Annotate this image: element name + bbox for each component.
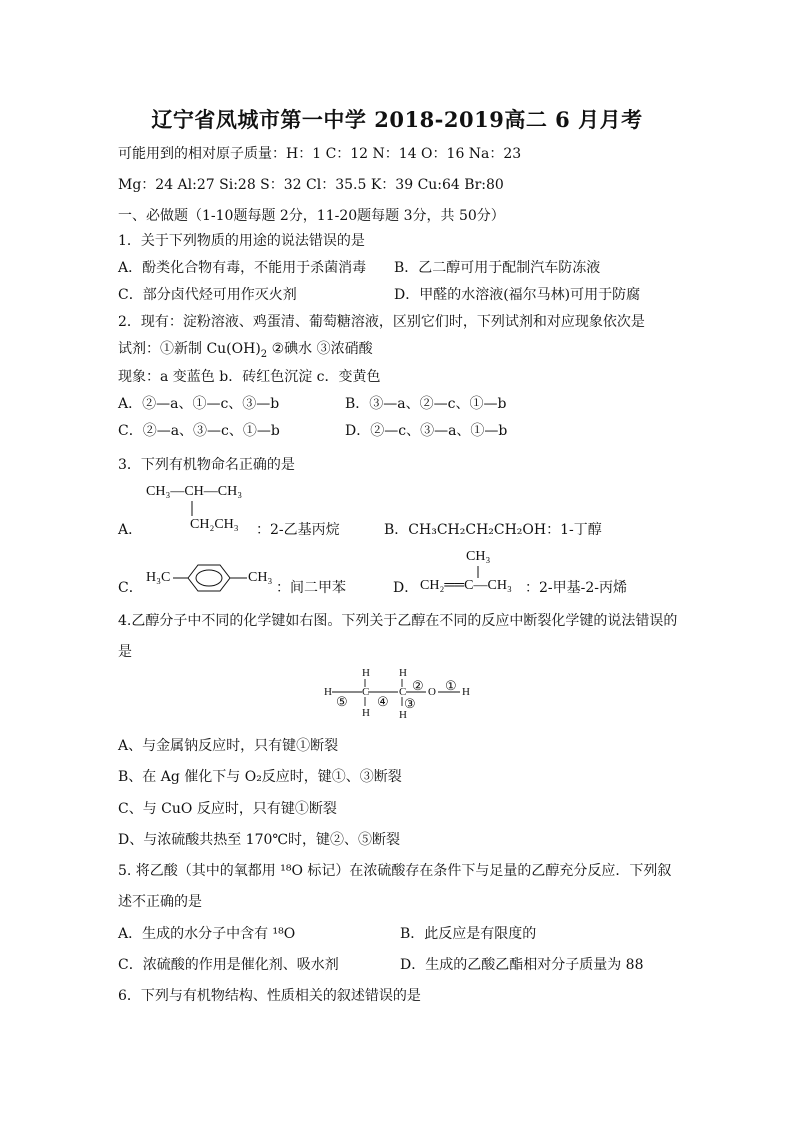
atom-o: O	[428, 686, 436, 698]
atomic-masses-line2: Mg：24 Al:27 Si:28 S：32 Cl：35.5 K：39 Cu:64 Br:80	[118, 177, 504, 193]
q5-option-d: D．生成的乙酸乙酯相对分子质量为 88	[400, 957, 644, 973]
q3-c-label: C．	[118, 580, 143, 596]
q1-option-d: D．甲醛的水溶液(福尔马林)可用于防腐	[394, 287, 641, 303]
bond-label-3: ③	[404, 696, 416, 711]
q3-option-b: B．CH₃CH₂CH₂CH₂OH：1-丁醇	[384, 522, 602, 538]
q2-option-b: B．③—a、②—c、①—b	[345, 396, 507, 412]
q1-option-b: B．乙二醇可用于配制汽车防冻液	[394, 260, 601, 276]
bond-label-2: ②	[412, 678, 424, 693]
q3-c-right-methyl: CH₃	[248, 570, 273, 585]
atom-c2: C	[399, 686, 407, 698]
q2-option-c: C．②—a、③—c、①—b	[118, 423, 280, 439]
q2-reagents-rest: ②碘水 ③浓硝酸	[267, 341, 373, 357]
q4-option-a: A、与金属钠反应时，只有键①断裂	[118, 738, 339, 754]
q4-option-d: D、与浓硫酸共热至 170℃时，键②、⑤断裂	[118, 832, 401, 848]
atom-h-c2-bottom: H	[399, 709, 407, 721]
q2-option-a: A．②—a、①—c、③—b	[118, 396, 280, 412]
q3-d-label: D．	[393, 580, 419, 596]
q4-stem-line2: 是	[118, 644, 132, 660]
q4-stem-line1: 4.乙醇分子中不同的化学键如右图。下列关于乙醇在不同的反应中断裂化学键的说法错误的	[118, 613, 678, 629]
bond-label-1: ①	[445, 678, 457, 693]
q3-d-name: ：2-甲基-2-丙烯	[525, 580, 628, 596]
q5-option-b: B．此反应是有限度的	[400, 926, 537, 942]
q3-c-name: ：间二甲苯	[276, 580, 346, 596]
page-title: 辽宁省凤城市第一中学 2018-2019高二 6 月月考	[151, 107, 643, 132]
q4-option-c: C、与 CuO 反应时，只有键①断裂	[118, 801, 337, 817]
q3-a-main-chain: CH₃—CH—CH₃	[146, 484, 243, 499]
q5-option-c: C．浓硫酸的作用是催化剂、吸水剂	[118, 957, 339, 973]
atom-h-left: H	[324, 686, 332, 698]
bond-label-4: ④	[377, 694, 389, 709]
atomic-masses-line1: 可能用到的相对原子质量：H：1 C：12 N：14 O：16 Na：23	[118, 146, 522, 162]
section-heading: 一、必做题（1-10题每题 2分，11-20题每题 3分，共 50分）	[118, 208, 505, 224]
q2-stem: 2．现有：淀粉溶液、鸡蛋清、葡萄糖溶液，区别它们时，下列试剂和对应现象依次是	[118, 314, 645, 330]
q5-option-a: A．生成的水分子中含有 ¹⁸O	[118, 926, 296, 942]
q3-stem: 3．下列有机物命名正确的是	[118, 457, 295, 473]
q3-a-name: ：2-乙基丙烷	[256, 522, 340, 538]
bond-label-5: ⑤	[336, 694, 348, 709]
q3-a-label: A．	[118, 522, 143, 538]
atom-h-c2-top: H	[399, 667, 407, 679]
q2-reagents-subscript: 2	[260, 348, 268, 360]
q4-option-b: B、在 Ag 催化下与 O₂反应时，键①、③断裂	[118, 769, 402, 785]
q1-option-c: C．部分卤代烃可用作灭火剂	[118, 287, 297, 303]
q1-option-a: A．酚类化合物有毒，不能用于杀菌消毒	[118, 260, 367, 276]
q2-reagents-label: 试剂：①新制 Cu(OH)	[118, 341, 261, 357]
q6-stem: 6．下列与有机物结构、性质相关的叙述错误的是	[118, 988, 421, 1004]
q2-phenomena: 现象：a 变蓝色 b．砖红色沉淀 c．变黄色	[118, 369, 381, 385]
q1-stem: 1．关于下列物质的用途的说法错误的是	[118, 233, 365, 249]
q3-a-branch: CH₂CH₃	[190, 517, 239, 532]
atom-h-right: H	[462, 686, 470, 698]
q2-option-d: D．②—c、③—a、①—b	[345, 423, 508, 439]
q3-d-formula: CH₂══C—CH₃	[420, 578, 512, 593]
atom-h-c1-top: H	[362, 667, 370, 679]
q3-c-left-methyl: H₃C	[146, 570, 171, 585]
q3-d-methyl-top: CH₃	[466, 549, 491, 564]
q5-stem-line1: 5. 将乙酸（其中的氧都用 ¹⁸O 标记）在浓硫酸存在条件下与足量的乙醇充分反应．下列叙	[118, 863, 672, 879]
atom-h-c1-bottom: H	[362, 707, 370, 719]
atom-c1: C	[362, 686, 370, 698]
q5-stem-line2: 述不正确的是	[118, 894, 202, 910]
